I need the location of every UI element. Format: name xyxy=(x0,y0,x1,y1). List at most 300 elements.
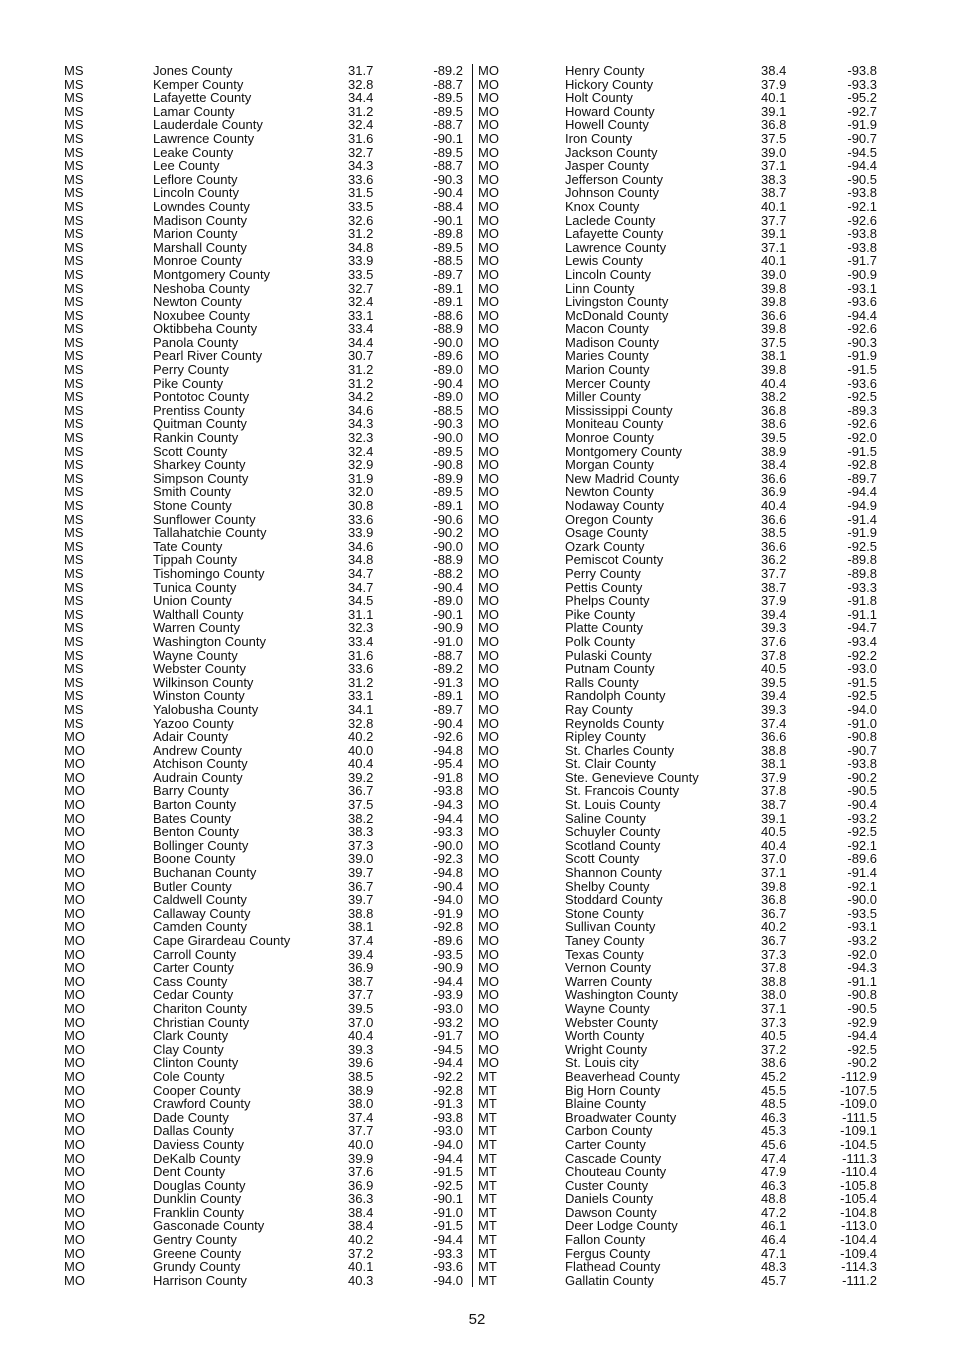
county-cell: Panola County xyxy=(153,334,239,350)
table-row xyxy=(64,934,484,948)
state-cell: MO xyxy=(478,389,499,405)
county-cell: Montgomery County xyxy=(153,266,271,282)
latitude-cell: 33.9 xyxy=(348,253,374,269)
state-cell: MO xyxy=(478,647,499,663)
longitude-cell: -92.8 xyxy=(433,919,463,935)
longitude-cell: -93.3 xyxy=(433,824,463,840)
county-cell: Madison County xyxy=(565,334,659,350)
county-cell: Osage County xyxy=(565,525,649,541)
longitude-cell: -89.3 xyxy=(847,402,877,418)
longitude-cell: -92.5 xyxy=(847,688,877,704)
state-cell: MO xyxy=(64,837,85,853)
latitude-cell: 46.1 xyxy=(761,1218,787,1234)
table-row xyxy=(478,78,898,92)
state-cell: MO xyxy=(478,810,499,826)
longitude-cell: -93.8 xyxy=(433,783,463,799)
state-cell: MO xyxy=(64,905,85,921)
county-cell: Cass County xyxy=(153,973,228,989)
latitude-cell: 31.6 xyxy=(348,130,374,146)
longitude-cell: -90.8 xyxy=(847,729,877,745)
state-cell: MS xyxy=(64,606,84,622)
county-cell: Chouteau County xyxy=(565,1164,667,1180)
longitude-cell: -91.1 xyxy=(847,606,877,622)
latitude-cell: 37.7 xyxy=(761,565,787,581)
table-row xyxy=(478,200,898,214)
latitude-cell: 37.9 xyxy=(761,76,787,92)
longitude-cell: -90.1 xyxy=(433,212,463,228)
state-cell: MS xyxy=(64,389,84,405)
table-row xyxy=(64,458,484,472)
latitude-cell: 33.6 xyxy=(348,511,374,527)
county-cell: Boone County xyxy=(153,851,236,867)
county-cell: Cole County xyxy=(153,1068,225,1084)
state-cell: MO xyxy=(478,443,499,459)
longitude-cell: -93.0 xyxy=(847,661,877,677)
longitude-cell: -92.1 xyxy=(847,837,877,853)
state-cell: MS xyxy=(64,266,84,282)
county-cell: Cooper County xyxy=(153,1082,241,1098)
latitude-cell: 37.1 xyxy=(761,1000,787,1016)
table-row xyxy=(64,1111,484,1125)
table-row xyxy=(64,1206,484,1220)
table-row xyxy=(478,1260,898,1274)
table-row xyxy=(64,893,484,907)
table-row xyxy=(64,567,484,581)
table-row xyxy=(478,825,898,839)
longitude-cell: -89.1 xyxy=(433,688,463,704)
latitude-cell: 36.2 xyxy=(761,552,787,568)
latitude-cell: 37.1 xyxy=(761,865,787,881)
longitude-cell: -111.5 xyxy=(842,1109,877,1125)
state-cell: MS xyxy=(64,484,84,500)
table-row xyxy=(64,254,484,268)
county-cell: Clark County xyxy=(153,1028,229,1044)
county-cell: Grundy County xyxy=(153,1259,241,1275)
state-cell: MS xyxy=(64,674,84,690)
latitude-cell: 38.2 xyxy=(761,389,787,405)
table-row xyxy=(64,730,484,744)
county-cell: Pike County xyxy=(153,375,224,391)
table-row xyxy=(478,608,898,622)
county-cell: Vernon County xyxy=(565,960,652,976)
county-cell: Pulaski County xyxy=(565,647,652,663)
latitude-cell: 40.5 xyxy=(761,661,787,677)
table-row xyxy=(64,757,484,771)
table-row xyxy=(478,64,898,78)
longitude-cell: -90.0 xyxy=(433,837,463,853)
longitude-cell: -94.4 xyxy=(847,1028,877,1044)
table-row xyxy=(478,377,898,391)
table-row xyxy=(478,594,898,608)
latitude-cell: 40.2 xyxy=(348,1232,374,1248)
county-cell: Broadwater County xyxy=(565,1109,677,1125)
county-cell: Johnson County xyxy=(565,185,659,201)
latitude-cell: 37.7 xyxy=(761,212,787,228)
state-cell: MO xyxy=(478,307,499,323)
state-cell: MS xyxy=(64,633,84,649)
table-row xyxy=(64,1152,484,1166)
table-row xyxy=(478,948,898,962)
latitude-cell: 40.3 xyxy=(348,1272,374,1288)
longitude-cell: -95.2 xyxy=(847,90,877,106)
county-cell: Carbon County xyxy=(565,1123,653,1139)
table-row xyxy=(64,703,484,717)
longitude-cell: -92.1 xyxy=(847,878,877,894)
county-cell: Nodaway County xyxy=(565,498,664,513)
county-cell: Cape Girardeau County xyxy=(153,933,291,948)
county-cell: Ralls County xyxy=(565,674,639,690)
latitude-cell: 38.7 xyxy=(348,973,374,989)
county-cell: Mississippi County xyxy=(565,402,673,418)
state-cell: MS xyxy=(64,226,84,242)
latitude-cell: 37.3 xyxy=(761,1014,787,1030)
state-cell: MO xyxy=(478,158,499,174)
table-row xyxy=(64,390,484,404)
state-cell: MO xyxy=(64,878,85,894)
table-row xyxy=(478,744,898,758)
table-row xyxy=(478,1247,898,1261)
state-cell: MS xyxy=(64,76,84,92)
state-cell: MO xyxy=(64,1164,85,1180)
county-cell: Smith County xyxy=(153,484,232,500)
county-cell: Lawrence County xyxy=(565,239,667,255)
state-cell: MO xyxy=(478,375,499,391)
longitude-cell: -91.9 xyxy=(847,117,877,133)
state-cell: MT xyxy=(478,1109,497,1125)
longitude-cell: -90.0 xyxy=(433,334,463,350)
table-row xyxy=(64,948,484,962)
table-row xyxy=(478,784,898,798)
longitude-cell: -94.0 xyxy=(433,892,463,908)
table-row xyxy=(478,1179,898,1193)
latitude-cell: 31.2 xyxy=(348,362,374,378)
state-cell: MS xyxy=(64,130,84,146)
longitude-cell: -89.8 xyxy=(847,565,877,581)
table-row xyxy=(478,485,898,499)
longitude-cell: -88.2 xyxy=(433,565,463,581)
latitude-cell: 38.9 xyxy=(761,443,787,459)
county-cell: McDonald County xyxy=(565,307,669,323)
latitude-cell: 40.4 xyxy=(761,375,787,391)
table-row xyxy=(64,200,484,214)
table-row xyxy=(478,91,898,105)
table-row xyxy=(64,608,484,622)
table-row xyxy=(478,146,898,160)
longitude-cell: -89.1 xyxy=(433,280,463,296)
latitude-cell: 39.8 xyxy=(761,362,787,378)
table-row xyxy=(64,649,484,663)
latitude-cell: 31.2 xyxy=(348,674,374,690)
state-cell: MO xyxy=(478,1000,499,1016)
latitude-cell: 34.8 xyxy=(348,552,374,568)
table-row xyxy=(478,1084,898,1098)
longitude-cell: -88.7 xyxy=(433,158,463,174)
latitude-cell: 38.4 xyxy=(348,1204,374,1220)
county-cell: Kemper County xyxy=(153,76,244,92)
county-cell: Lafayette County xyxy=(565,226,664,242)
latitude-cell: 34.2 xyxy=(348,389,374,405)
state-cell: MO xyxy=(478,769,499,785)
county-cell: Livingston County xyxy=(565,294,669,310)
longitude-cell: -92.7 xyxy=(847,103,877,119)
state-cell: MT xyxy=(478,1068,497,1084)
table-row xyxy=(64,105,484,119)
longitude-cell: -95.4 xyxy=(433,756,463,772)
latitude-cell: 40.1 xyxy=(761,253,787,269)
longitude-cell: -93.9 xyxy=(433,987,463,1003)
longitude-cell: -90.2 xyxy=(847,769,877,785)
county-cell: Blaine County xyxy=(565,1096,646,1112)
latitude-cell: 34.7 xyxy=(348,565,374,581)
latitude-cell: 34.4 xyxy=(348,334,374,350)
state-cell: MS xyxy=(64,402,84,418)
state-cell: MO xyxy=(64,851,85,867)
table-row xyxy=(478,880,898,894)
county-cell: Morgan County xyxy=(565,457,654,473)
table-row xyxy=(64,322,484,336)
latitude-cell: 38.3 xyxy=(348,824,374,840)
longitude-cell: -94.4 xyxy=(847,484,877,500)
state-cell: MT xyxy=(478,1123,497,1139)
county-cell: Macon County xyxy=(565,321,649,337)
latitude-cell: 36.3 xyxy=(348,1191,374,1207)
latitude-cell: 38.7 xyxy=(761,579,787,595)
state-cell: MS xyxy=(64,620,84,636)
latitude-cell: 34.3 xyxy=(348,416,374,432)
county-cell: Lawrence County xyxy=(153,130,255,146)
longitude-cell: -89.2 xyxy=(433,63,463,78)
table-row xyxy=(64,866,484,880)
county-cell: Yalobusha County xyxy=(153,701,259,717)
state-cell: MO xyxy=(64,1109,85,1125)
table-row xyxy=(478,1097,898,1111)
state-cell: MO xyxy=(478,797,499,813)
county-cell: St. Louis city xyxy=(565,1055,639,1071)
longitude-cell: -93.3 xyxy=(433,1245,463,1261)
state-cell: MO xyxy=(64,769,85,785)
state-cell: MO xyxy=(478,402,499,418)
column-divider xyxy=(472,64,473,1287)
longitude-cell: -93.5 xyxy=(847,905,877,921)
county-cell: Pearl River County xyxy=(153,348,263,364)
longitude-cell: -93.8 xyxy=(847,63,877,78)
latitude-cell: 32.7 xyxy=(348,280,374,296)
longitude-cell: -92.9 xyxy=(847,1014,877,1030)
county-cell: Taney County xyxy=(565,933,645,948)
state-cell: MO xyxy=(64,1096,85,1112)
state-cell: MO xyxy=(478,851,499,867)
table-row xyxy=(478,173,898,187)
state-cell: MO xyxy=(478,511,499,527)
table-row xyxy=(64,1084,484,1098)
county-cell: Daviess County xyxy=(153,1136,245,1152)
longitude-cell: -90.9 xyxy=(433,960,463,976)
latitude-cell: 37.4 xyxy=(761,715,787,731)
county-cell: Cascade County xyxy=(565,1150,662,1166)
latitude-cell: 36.7 xyxy=(348,783,374,799)
longitude-cell: -89.2 xyxy=(433,661,463,677)
table-row xyxy=(478,431,898,445)
table-row xyxy=(478,458,898,472)
state-cell: MO xyxy=(478,185,499,201)
latitude-cell: 37.8 xyxy=(761,960,787,976)
county-cell: Putnam County xyxy=(565,661,655,677)
table-row xyxy=(478,1056,898,1070)
table-row xyxy=(64,839,484,853)
longitude-cell: -90.0 xyxy=(847,892,877,908)
county-cell: Camden County xyxy=(153,919,247,935)
latitude-cell: 36.7 xyxy=(761,933,787,948)
table-row xyxy=(478,689,898,703)
table-row xyxy=(64,349,484,363)
county-cell: Dade County xyxy=(153,1109,229,1125)
county-cell: Warren County xyxy=(153,620,240,636)
longitude-cell: -90.5 xyxy=(847,171,877,187)
county-cell: Sharkey County xyxy=(153,457,246,473)
latitude-cell: 39.1 xyxy=(761,810,787,826)
county-cell: Caldwell County xyxy=(153,892,247,908)
latitude-cell: 38.8 xyxy=(761,973,787,989)
table-row xyxy=(64,513,484,527)
latitude-cell: 45.7 xyxy=(761,1272,787,1288)
state-cell: MT xyxy=(478,1082,497,1098)
table-row xyxy=(64,1219,484,1233)
table-row xyxy=(64,363,484,377)
longitude-cell: -93.0 xyxy=(433,1000,463,1016)
state-cell: MO xyxy=(478,117,499,133)
county-cell: Big Horn County xyxy=(565,1082,661,1098)
state-cell: MT xyxy=(478,1177,497,1193)
county-cell: Walthall County xyxy=(153,606,244,622)
longitude-cell: -92.5 xyxy=(847,538,877,554)
county-cell: Quitman County xyxy=(153,416,247,432)
county-cell: Flathead County xyxy=(565,1259,661,1275)
state-cell: MO xyxy=(478,253,499,269)
state-cell: MO xyxy=(64,1123,85,1139)
table-row xyxy=(478,1070,898,1084)
county-cell: Deer Lodge County xyxy=(565,1218,678,1234)
table-row xyxy=(64,1029,484,1043)
latitude-cell: 36.6 xyxy=(761,307,787,323)
county-cell: Wayne County xyxy=(153,647,238,663)
longitude-cell: -92.1 xyxy=(847,198,877,214)
latitude-cell: 32.3 xyxy=(348,620,374,636)
state-cell: MO xyxy=(64,892,85,908)
table-row xyxy=(478,920,898,934)
county-cell: Carter County xyxy=(565,1136,646,1152)
county-cell: Yazoo County xyxy=(153,715,234,731)
latitude-cell: 36.7 xyxy=(348,878,374,894)
latitude-cell: 40.1 xyxy=(348,1259,374,1275)
table-row xyxy=(64,146,484,160)
table-row xyxy=(478,159,898,173)
longitude-cell: -90.1 xyxy=(433,130,463,146)
longitude-cell: -89.5 xyxy=(433,144,463,160)
table-row xyxy=(64,689,484,703)
longitude-cell: -90.8 xyxy=(847,987,877,1003)
table-row xyxy=(64,1002,484,1016)
county-cell: Franklin County xyxy=(153,1204,245,1220)
latitude-cell: 34.7 xyxy=(348,579,374,595)
state-cell: MT xyxy=(478,1245,497,1261)
longitude-cell: -94.0 xyxy=(433,1136,463,1152)
state-cell: MS xyxy=(64,158,84,174)
state-cell: MO xyxy=(64,1177,85,1193)
latitude-cell: 38.7 xyxy=(761,797,787,813)
state-cell: MO xyxy=(64,1068,85,1084)
county-cell: Wright County xyxy=(565,1041,648,1057)
longitude-cell: -93.2 xyxy=(847,933,877,948)
table-row xyxy=(64,744,484,758)
latitude-cell: 37.2 xyxy=(348,1245,374,1261)
latitude-cell: 39.2 xyxy=(348,769,374,785)
latitude-cell: 39.4 xyxy=(348,946,374,962)
table-row xyxy=(478,621,898,635)
table-row xyxy=(478,1111,898,1125)
latitude-cell: 40.4 xyxy=(761,837,787,853)
longitude-cell: -89.5 xyxy=(433,484,463,500)
state-cell: MS xyxy=(64,280,84,296)
longitude-cell: -91.9 xyxy=(847,348,877,364)
county-cell: Linn County xyxy=(565,280,635,296)
longitude-cell: -88.9 xyxy=(433,552,463,568)
longitude-cell: -91.3 xyxy=(433,674,463,690)
state-cell: MO xyxy=(478,239,499,255)
county-cell: Perry County xyxy=(565,565,641,581)
table-row xyxy=(64,309,484,323)
county-cell: Tunica County xyxy=(153,579,237,595)
table-row xyxy=(478,771,898,785)
table-row xyxy=(64,975,484,989)
latitude-cell: 38.2 xyxy=(348,810,374,826)
longitude-cell: -109.4 xyxy=(840,1245,877,1261)
state-cell: MS xyxy=(64,321,84,337)
county-cell: Webster County xyxy=(565,1014,658,1030)
latitude-cell: 38.5 xyxy=(348,1068,374,1084)
table-row xyxy=(478,1219,898,1233)
state-cell: MO xyxy=(478,701,499,717)
state-cell: MO xyxy=(478,76,499,92)
longitude-cell: -92.3 xyxy=(433,851,463,867)
state-cell: MO xyxy=(64,783,85,799)
latitude-cell: 40.5 xyxy=(761,1028,787,1044)
latitude-cell: 40.4 xyxy=(348,1028,374,1044)
latitude-cell: 37.4 xyxy=(348,1109,374,1125)
latitude-cell: 37.0 xyxy=(761,851,787,867)
longitude-cell: -89.5 xyxy=(433,90,463,106)
county-cell: Iron County xyxy=(565,130,633,146)
latitude-cell: 33.4 xyxy=(348,633,374,649)
state-cell: MT xyxy=(478,1259,497,1275)
table-row xyxy=(64,268,484,282)
county-cell: Carter County xyxy=(153,960,234,976)
longitude-cell: -90.4 xyxy=(433,878,463,894)
longitude-cell: -89.1 xyxy=(433,294,463,310)
table-row xyxy=(64,214,484,228)
county-cell: Winston County xyxy=(153,688,245,704)
county-cell: Tippah County xyxy=(153,552,238,568)
state-cell: MO xyxy=(478,756,499,772)
longitude-cell: -93.8 xyxy=(847,756,877,772)
table-row xyxy=(478,241,898,255)
table-row xyxy=(478,730,898,744)
county-cell: Butler County xyxy=(153,878,232,894)
latitude-cell: 31.2 xyxy=(348,226,374,242)
table-row xyxy=(64,132,484,146)
county-cell: Union County xyxy=(153,593,232,609)
longitude-cell: -93.6 xyxy=(847,294,877,310)
state-cell: MS xyxy=(64,171,84,187)
